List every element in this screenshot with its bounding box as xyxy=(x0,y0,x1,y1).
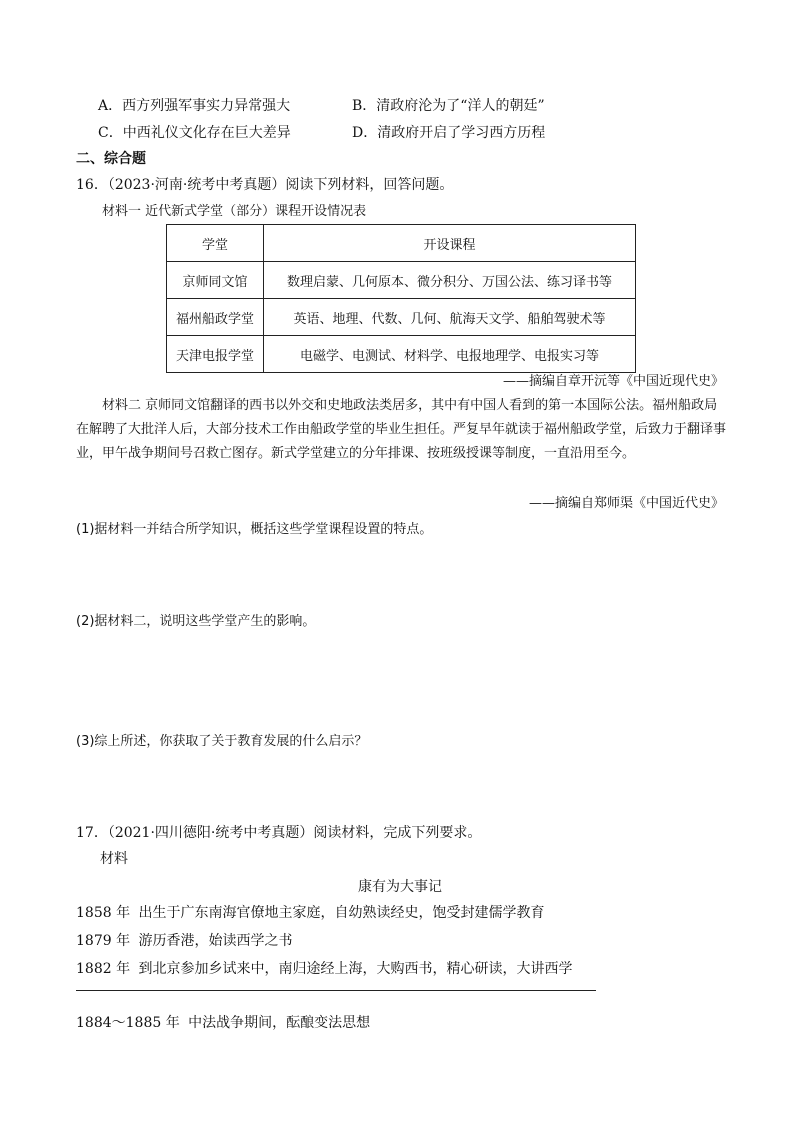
event-text: 出生于广东南海官僚地主家庭，自幼熟读经史，饱受封建儒学教育 xyxy=(138,905,545,921)
q16-sub1: (1)据材料一并结合所学知识，概括这些学堂课程设置的特点。 xyxy=(76,522,433,537)
event-row xyxy=(76,958,573,978)
event-row xyxy=(76,1012,370,1032)
table-cell-courses: 数理启蒙、几何原本、微分积分、万国公法、练习译书等 xyxy=(264,262,636,299)
table-header-row xyxy=(167,225,636,262)
q16-source1: ——摘编自章开沅等《中国近现代史》 xyxy=(502,374,724,389)
event-text: 游历香港，始读西学之书 xyxy=(138,933,293,949)
q17-material-label: 材料 xyxy=(100,851,128,867)
event-year: 1858 年 xyxy=(76,905,131,921)
q16-stem: 16．（2023·河南·统考中考真题）阅读下列材料，回答问题。 xyxy=(76,177,454,193)
course-table xyxy=(166,224,636,373)
table-header-cell: 开设课程 xyxy=(264,225,636,262)
divider-line xyxy=(76,990,596,991)
option-c: C．中西礼仪文化存在巨大差异 xyxy=(98,125,291,141)
table-row xyxy=(167,262,636,299)
event-year: 1884～1885 年 xyxy=(76,1015,180,1031)
q16-sub3: (3)综上所述，你获取了关于教育发展的什么启示？ xyxy=(76,734,368,749)
option-a: A．西方列强军事实力异常强大 xyxy=(98,98,291,114)
table-cell-school: 天津电报学堂 xyxy=(167,336,264,373)
option-b: B．清政府沦为了“洋人的朝廷” xyxy=(352,98,545,114)
event-year: 1882 年 xyxy=(76,961,131,977)
event-year: 1879 年 xyxy=(76,933,131,949)
table-cell-school: 京师同文馆 xyxy=(167,262,264,299)
q17-stem: 17．（2021·四川德阳·统考中考真题）阅读材料，完成下列要求。 xyxy=(76,825,482,841)
q16-source2: ——摘编自郑师渠《中国近代史》 xyxy=(528,496,724,511)
q16-material1-title: 材料一 近代新式学堂（部分）课程开设情况表 xyxy=(102,204,367,219)
event-text: 中法战争期间，酝酿变法思想 xyxy=(188,1015,371,1031)
table-header-cell: 学堂 xyxy=(167,225,264,262)
table-row xyxy=(167,299,636,336)
table-cell-courses: 电磁学、电测试、材料学、电报地理学、电报实习等 xyxy=(264,336,636,373)
option-d: D．清政府开启了学习西方历程 xyxy=(352,125,546,141)
event-text: 到北京参加乡试来中，南归途经上海，大购西书，精心研读，大讲西学 xyxy=(138,961,573,977)
section-title: 二、综合题 xyxy=(76,151,146,167)
q16-sub2: (2)据材料二，说明这些学堂产生的影响。 xyxy=(76,614,316,629)
event-row xyxy=(76,930,293,950)
table-cell-courses: 英语、地理、代数、几何、航海天文学、船舶驾驶术等 xyxy=(264,299,636,336)
q16-material2: 材料二 京师同文馆翻译的西书以外交和史地政法类居多，其中有中国人看到的第一本国际公法。福州船政局在解聘了大批洋人后，大部分技术工作由船政学堂的毕业生担任。严复早年就读于福州船政学堂，后致力于翻译事业，甲午战争期间号召救亡图存。新式学堂建立的分年排课、按班级授课等制度，一直沿用至今。 xyxy=(76,398,727,461)
event-row xyxy=(76,902,545,922)
table-cell-school: 福州船政学堂 xyxy=(167,299,264,336)
chronicle-title: 康有为大事记 xyxy=(358,879,442,895)
table-row xyxy=(167,336,636,373)
